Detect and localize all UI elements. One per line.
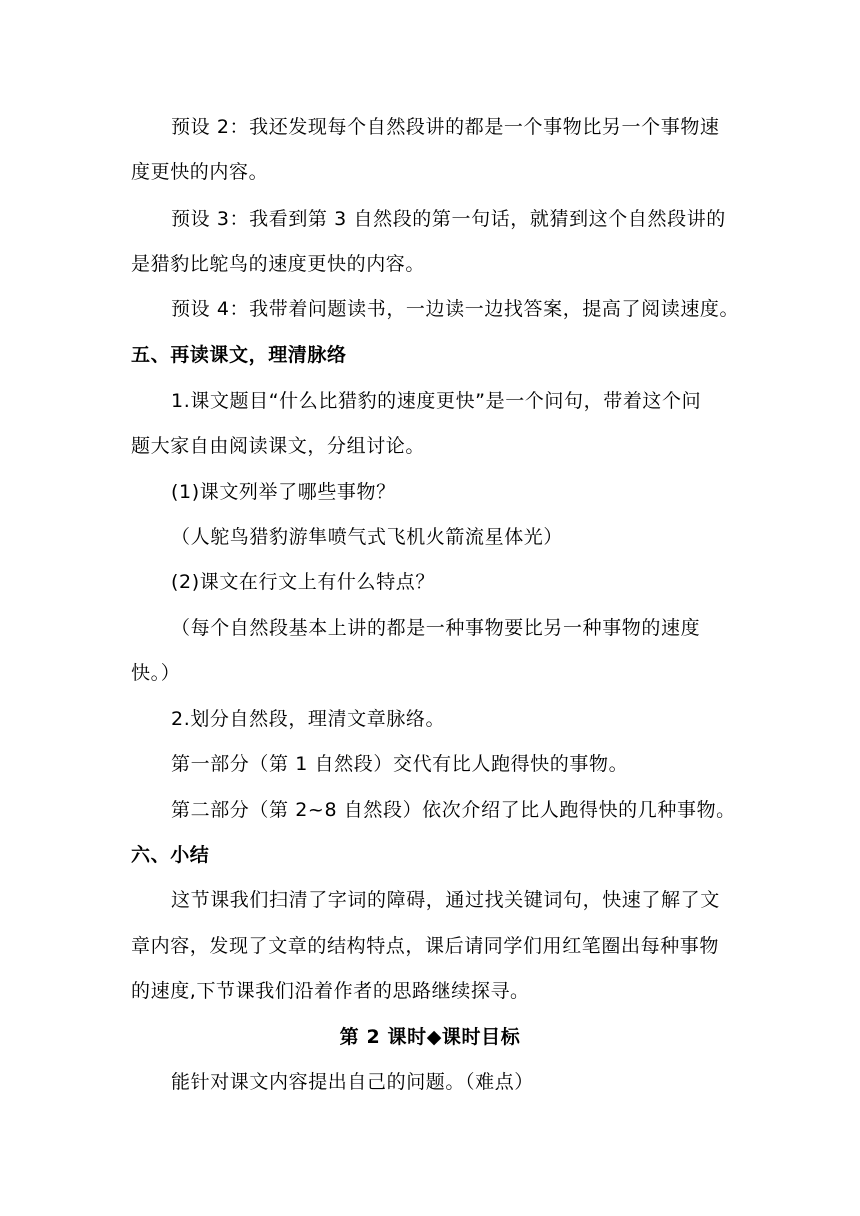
section-heading-6: 六、小结 <box>131 844 210 866</box>
paragraph-preset-2-line-1: 预设 2：我还发现每个自然段讲的都是一个事物比另一个事物速 <box>171 116 720 138</box>
paragraph-question-line-1: 1.课文题目“什么比猎豹的速度更快”是一个问句，带着这个问 <box>171 390 702 412</box>
summary-line-3: 的速度,下节课我们沿着作者的思路继续探寻。 <box>131 980 530 1002</box>
paragraph-question-line-2: 题大家自由阅读课文，分组讨论。 <box>131 435 426 457</box>
answer-1: （人鸵鸟猎豹游隼喷气式飞机火箭流星体光） <box>171 526 564 548</box>
answer-2-line-1: （每个自然段基本上讲的都是一种事物要比另一种事物的速度 <box>171 617 701 639</box>
summary-line-2: 章内容，发现了文章的结构特点，课后请同学们用红笔圈出每种事物 <box>131 935 720 957</box>
answer-2-line-2: 快。） <box>131 662 181 684</box>
part-two: 第二部分（第 2~8 自然段）依次介绍了比人跑得快的几种事物。 <box>171 799 736 821</box>
paragraph-preset-4: 预设 4：我带着问题读书，一边读一边找答案，提高了阅读速度。 <box>171 298 740 320</box>
lesson-objective: 能针对课文内容提出自己的问题。（难点） <box>171 1071 534 1093</box>
sub-question-2: (2)课文在行文上有什么特点？ <box>171 571 435 593</box>
paragraph-preset-3-line-2: 是猎豹比鸵鸟的速度更快的内容。 <box>131 253 426 275</box>
sub-question-1: (1)课文列举了哪些事物？ <box>171 481 396 503</box>
section-heading-5: 五、再读课文，理清脉络 <box>131 344 347 366</box>
paragraph-preset-3-line-1: 预设 3：我看到第 3 自然段的第一句话，就猜到这个自然段讲的 <box>171 208 726 230</box>
part-one: 第一部分（第 1 自然段）交代有比人跑得快的事物。 <box>171 753 629 775</box>
paragraph-preset-2-line-2: 度更快的内容。 <box>131 161 269 183</box>
summary-line-1: 这节课我们扫清了字词的障碍，通过找关键词句，快速了解了文 <box>171 889 720 911</box>
lesson-2-heading: 第 2 课时◆课时目标 <box>339 1026 521 1048</box>
paragraph-divide: 2.划分自然段，理清文章脉络。 <box>171 708 446 730</box>
